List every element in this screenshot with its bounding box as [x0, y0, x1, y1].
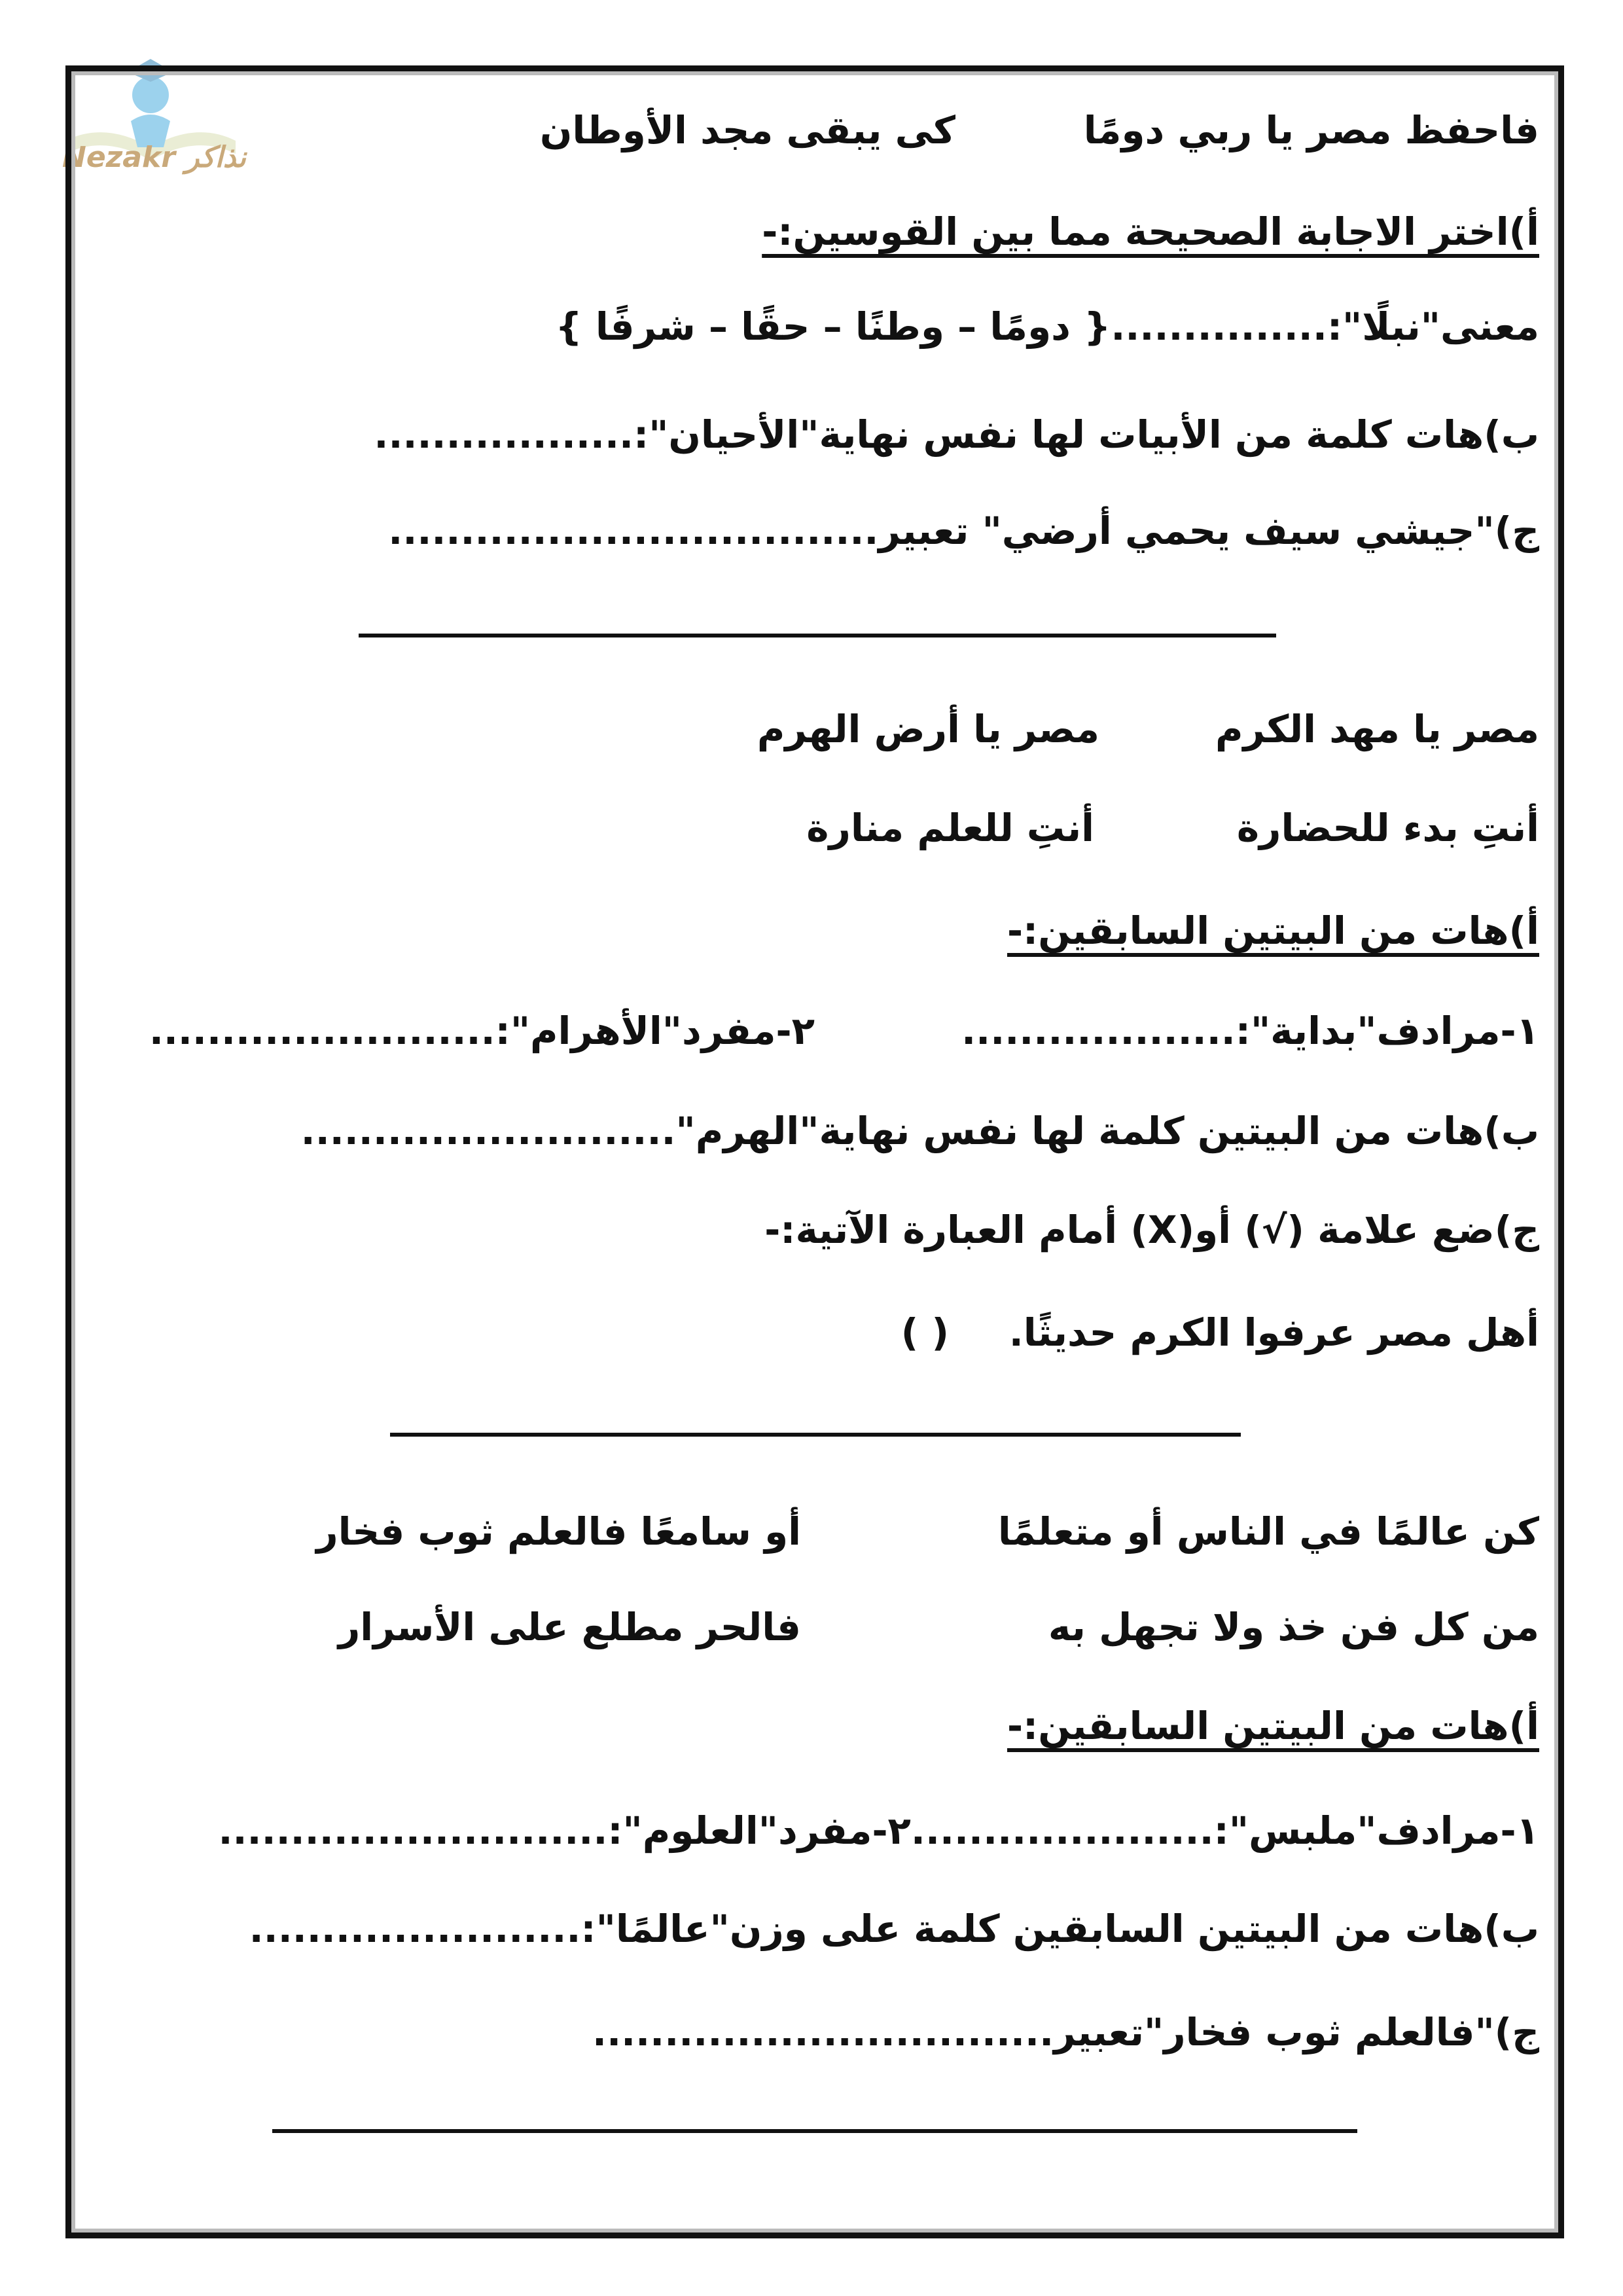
question-item: معنى"نبلًا":...............{ دومًا – وطنًا – حقًا – شرفًا } [555, 304, 1539, 349]
question-item-2: ٢-مفرد"الأهرام":........................ [149, 1009, 815, 1053]
question-c: ج)"جيشي سيف يحمي أرضي" تعبير.................................. [388, 509, 1539, 553]
verse-right: من كل فن خذ ولا تجهل به [1048, 1605, 1539, 1649]
question-heading: أ)هات من البيتين السابقين:- [1007, 908, 1539, 953]
answer-parentheses: ( ) [901, 1310, 949, 1355]
section-divider [390, 1433, 1241, 1437]
question-c: ج)"فالعلم ثوب فخار"تعبير................................ [592, 2010, 1539, 2054]
verse-left: أو سامعًا فالعلم ثوب فخار [316, 1509, 801, 1554]
verse-right: مصر يا مهد الكرم [1215, 707, 1539, 751]
question-item-1: ١-مرادف"بداية":................... [961, 1009, 1539, 1053]
verse-left: فالحر مطلع على الأسرار [338, 1605, 801, 1649]
section-divider [359, 634, 1276, 637]
verse-left: مصر يا أرض الهرم [757, 707, 1099, 751]
question-heading: أ)هات من البيتين السابقين:- [1007, 1704, 1539, 1748]
question-b: ب)هات من البيتين كلمة لها نفس نهاية"الهرم".......................... [300, 1109, 1539, 1153]
question-heading: أ)اختر الاجابة الصحيحة مما بين القوسين:- [762, 209, 1539, 254]
logo-text: Nezakr نذاكر [62, 141, 247, 174]
statement: أهل مصر عرفوا الكرم حديثًا. [1008, 1310, 1539, 1355]
verse-right: فاحفظ مصر يا ربي دومًا [1083, 108, 1539, 152]
verse-right: كن عالمًا في الناس أو متعلمًا [997, 1509, 1539, 1554]
verse-right: أنتِ بدء للحضارة [1236, 806, 1539, 850]
verse-left: كى يبقى مجد الأوطان [539, 108, 955, 152]
section-divider [272, 2129, 1357, 2133]
verse-left: أنتِ للعلم منارة [806, 806, 1094, 850]
question-c: ج)ضع علامة (√) أو(X) أمام العبارة الآتية:- [764, 1208, 1539, 1252]
question-b: ب)هات كلمة من الأبيات لها نفس نهاية"الأحيان":.................. [374, 412, 1539, 457]
question-items: ١-مرادف"ملبس":.....................٢-مفرد"العلوم":........................... [218, 1808, 1539, 1853]
question-b: ب)هات من البيتين السابقين كلمة على وزن"عالمًا":....................... [249, 1907, 1539, 1951]
